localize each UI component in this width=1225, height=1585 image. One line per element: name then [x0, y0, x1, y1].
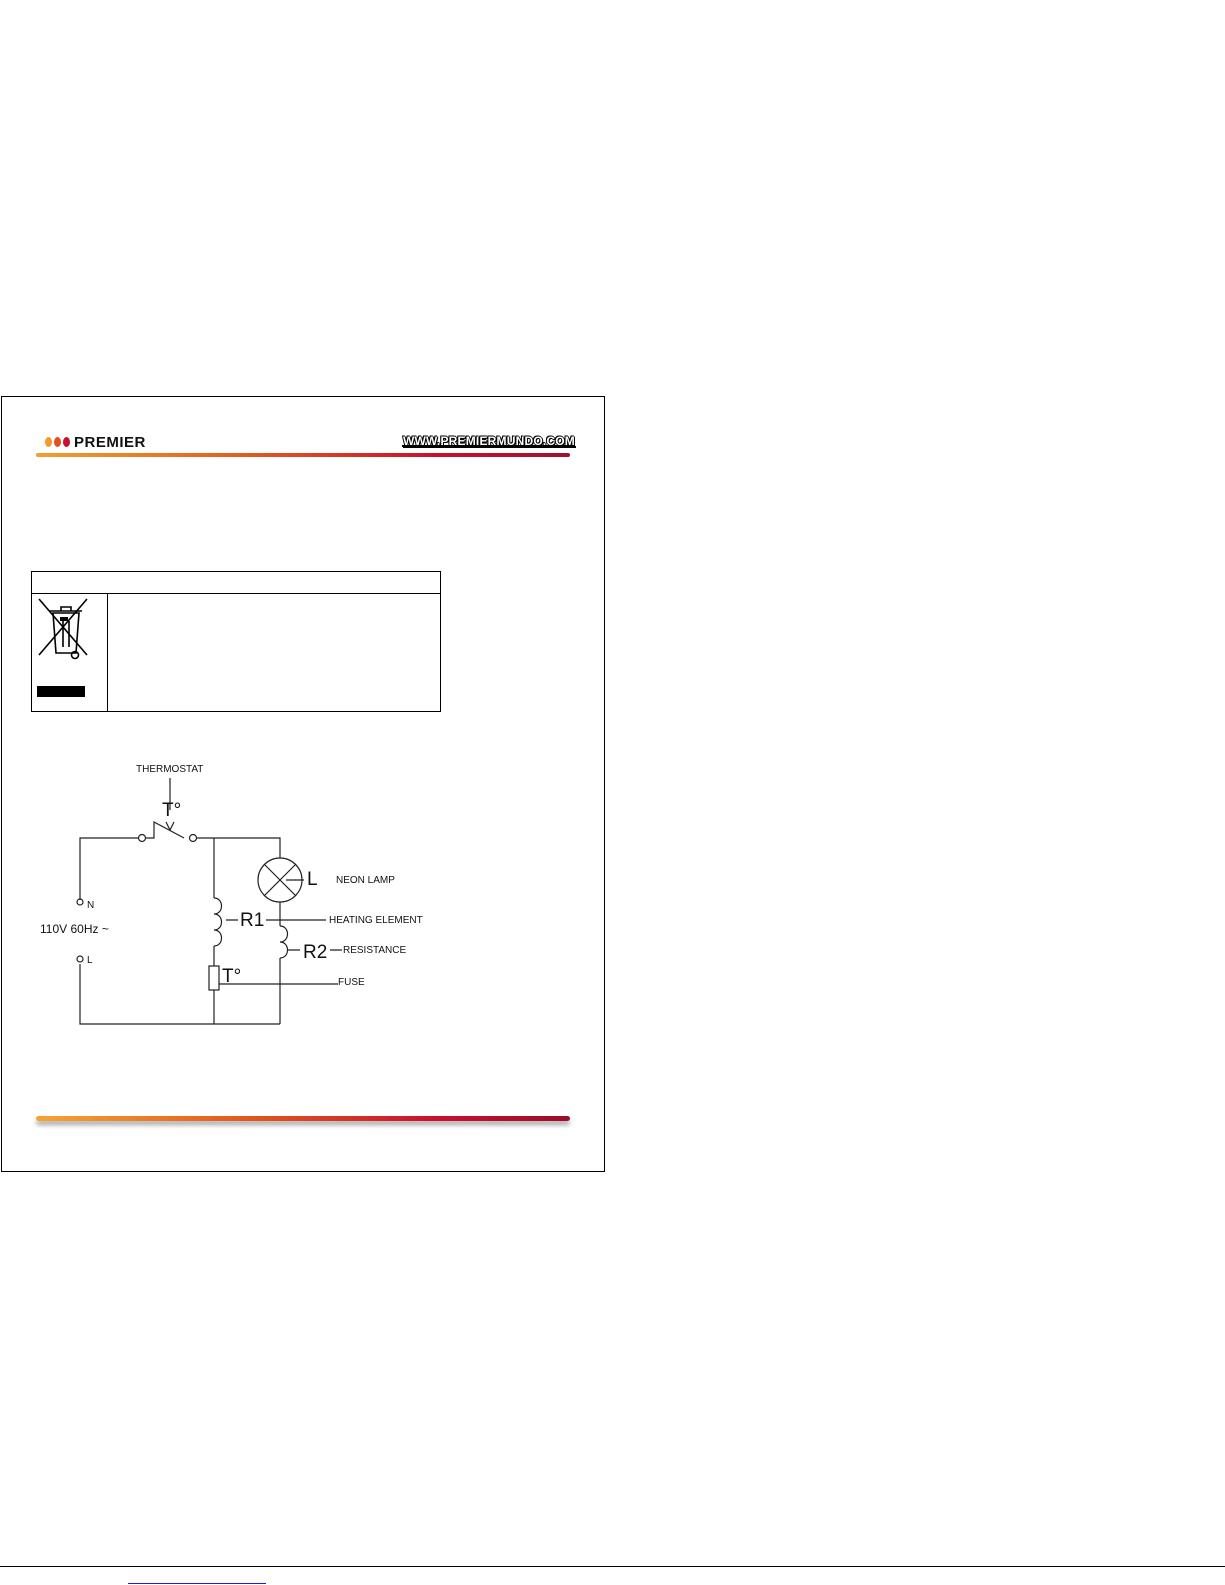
heating-element-label: HEATING ELEMENT [329, 915, 423, 926]
lamp-symbol: L [307, 869, 318, 890]
weee-icon-cell [32, 593, 108, 711]
website-url[interactable]: WWW.PREMIERMUNDO.COM [403, 434, 575, 448]
terminal-n-label: N [87, 900, 95, 911]
header-rule [36, 453, 570, 457]
page-bottom-line [0, 1566, 1225, 1567]
fuse-label: FUSE [338, 977, 365, 988]
fuse-symbol: T° [222, 966, 242, 987]
terminal-l-label: L [87, 955, 93, 966]
r1-symbol: R1 [240, 910, 265, 931]
logo-dots-icon [45, 437, 70, 447]
neon-lamp-label: NEON LAMP [336, 875, 395, 886]
weee-disposal-table [31, 571, 441, 712]
thermostat-label: THERMOSTAT [136, 764, 204, 775]
resistance-label: RESISTANCE [343, 945, 407, 956]
premier-logo [45, 433, 146, 451]
brand-name: PREMIER [74, 433, 146, 451]
footer-rule [36, 1116, 570, 1121]
footer-link-underline[interactable] [128, 1583, 266, 1584]
weee-black-bar [37, 686, 85, 697]
supply-voltage-label: 110V 60Hz ~ [40, 922, 109, 936]
thermostat-symbol: T° [162, 800, 182, 821]
crossed-out-wheelie-bin-icon [33, 595, 103, 685]
page-frame [1, 396, 605, 1172]
weee-table-header [32, 572, 440, 594]
r2-symbol: R2 [303, 942, 328, 963]
